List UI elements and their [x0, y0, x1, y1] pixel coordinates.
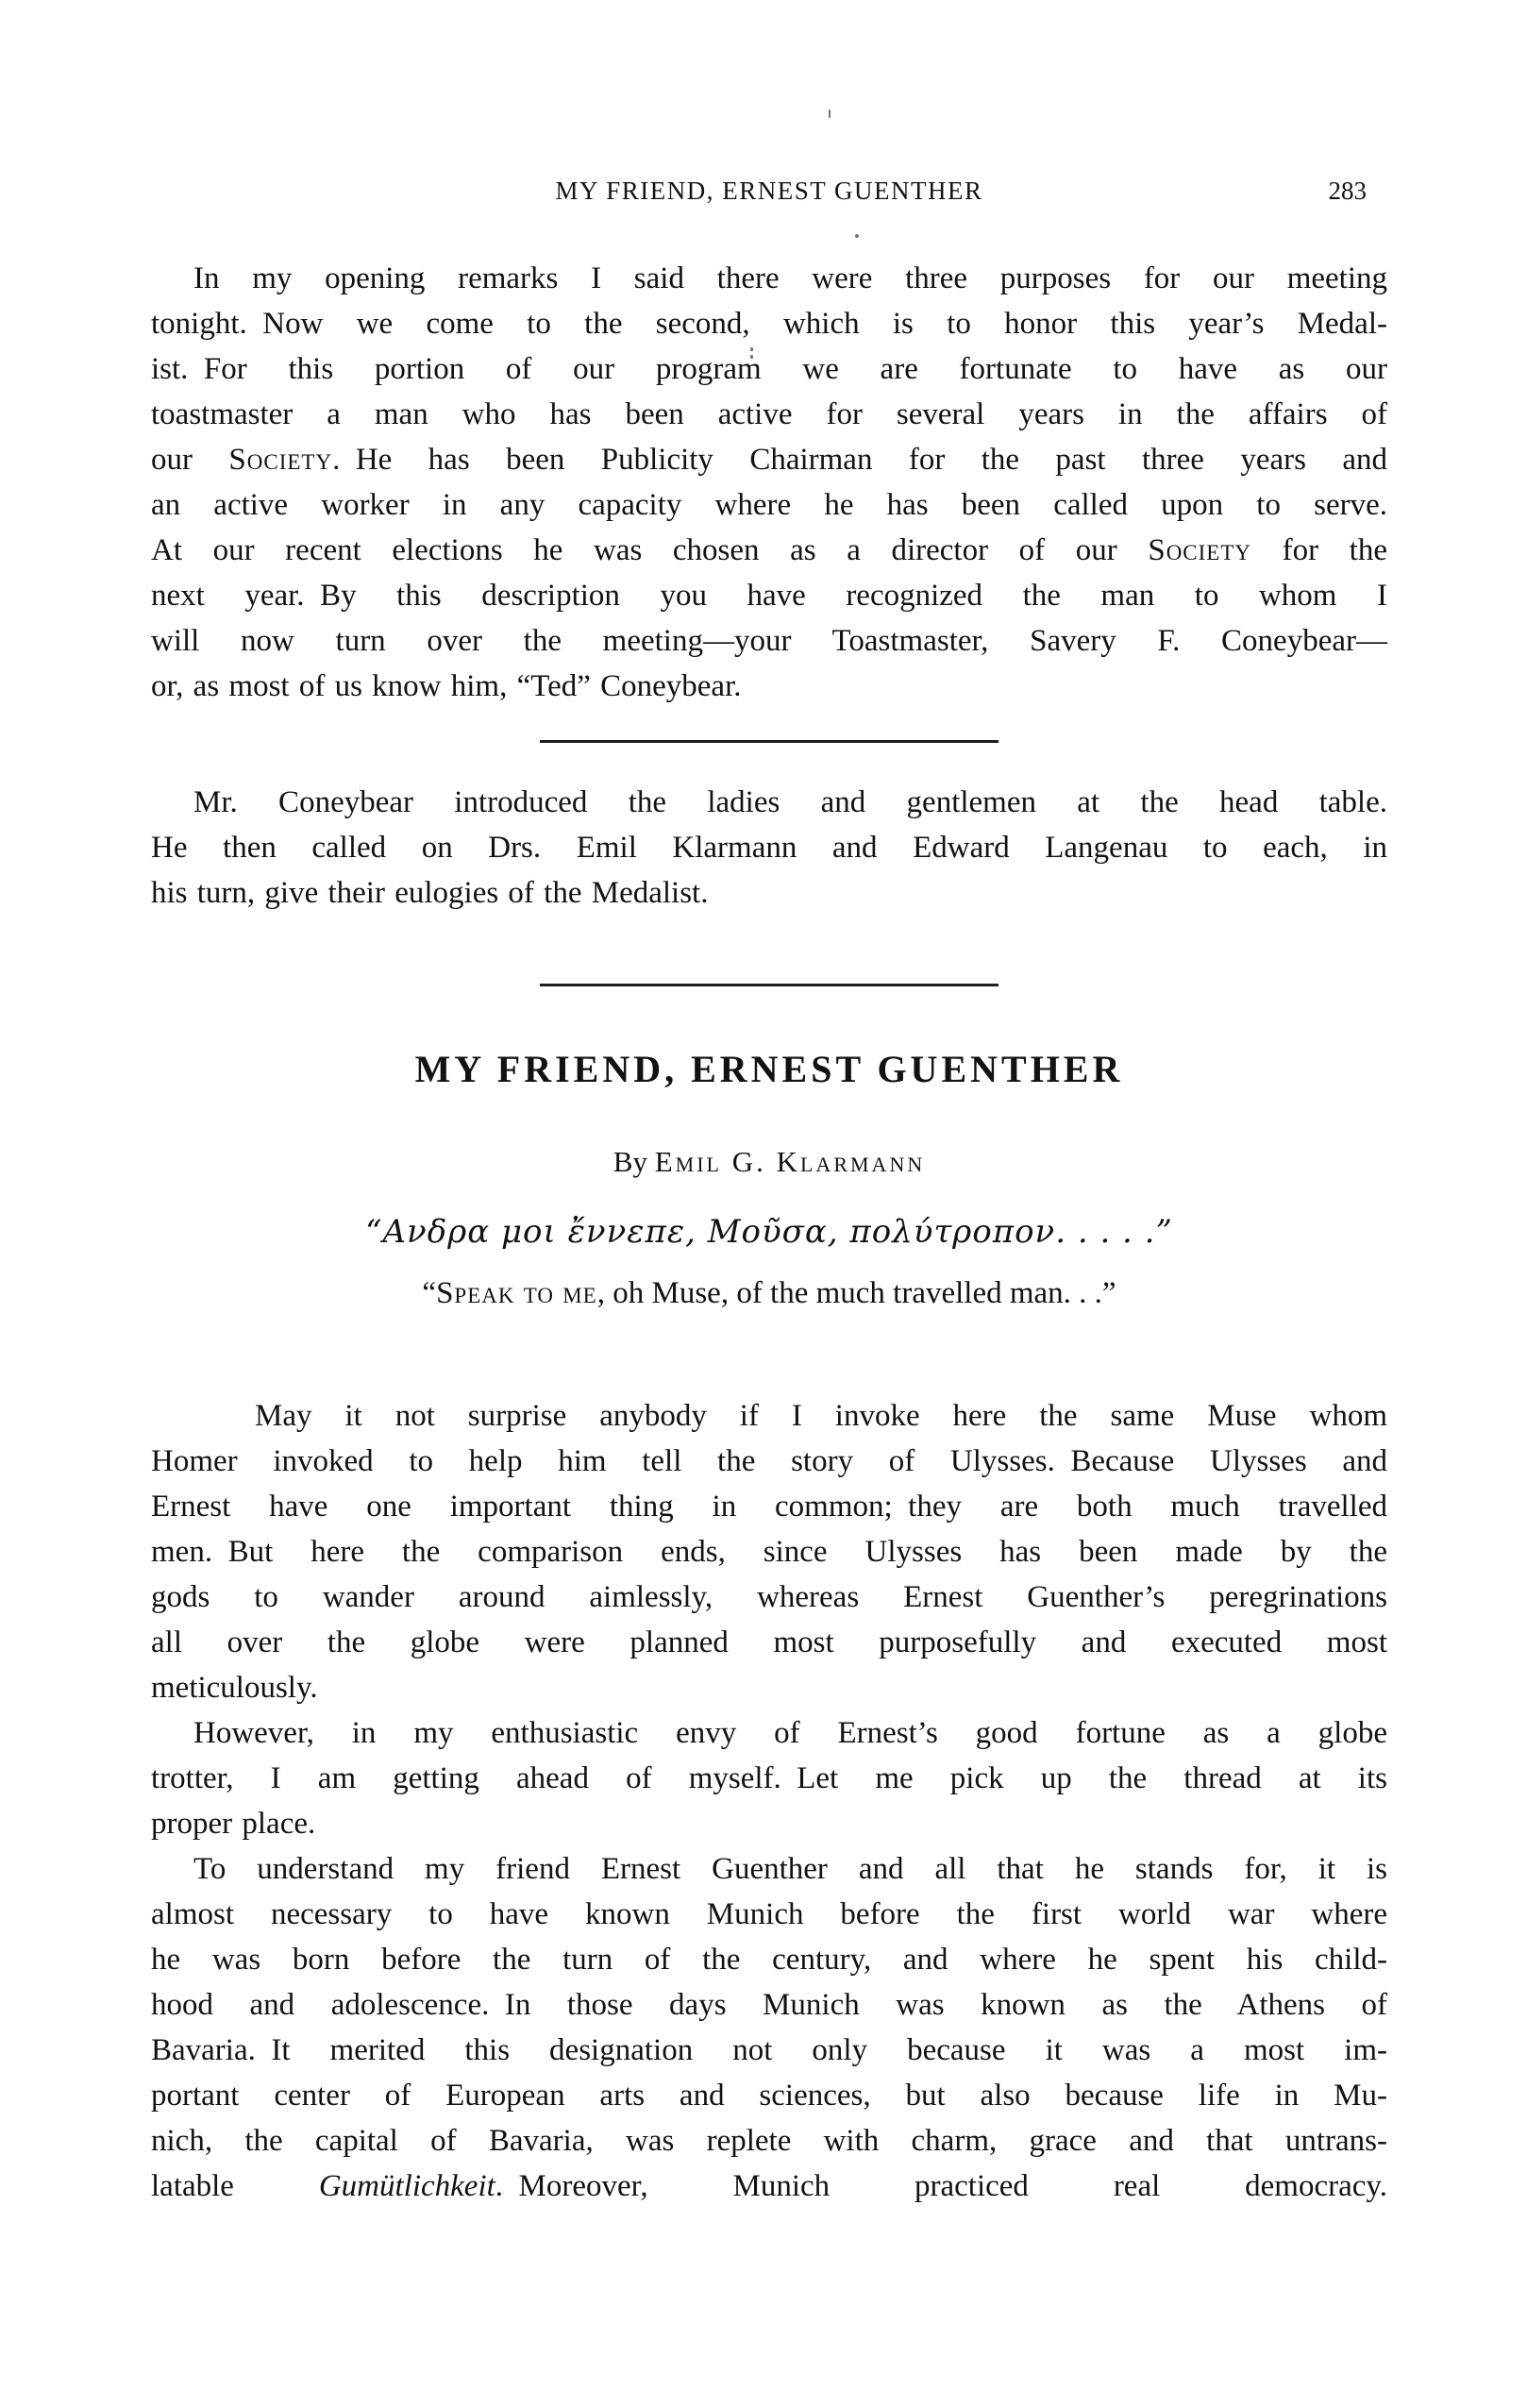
text-line: tonight. Now we come to the second, which is to honor this year’s Medal-: [151, 307, 1387, 341]
article-byline: By Emil G. Klarmann: [612, 1145, 926, 1178]
scan-speck: [855, 234, 859, 238]
section-divider: [540, 984, 998, 986]
text-line: nich, the capital of Bavaria, was replete with charm, grace and that untrans-: [151, 2124, 1387, 2158]
text-line: our Society. He has been Publicity Chairman for the past three years and: [151, 443, 1387, 477]
text-line: proper place.: [151, 1807, 316, 1841]
article-title: MY FRIEND, ERNEST GUENTHER: [414, 1048, 1124, 1090]
intro-paragraph-2: [151, 780, 1387, 916]
running-header-title: MY FRIEND, ERNEST GUENTHER: [555, 177, 983, 205]
text-line: toastmaster a man who has been active for several years in the affairs of: [151, 397, 1387, 431]
text-line: his turn, give their eulogies of the Medalist.: [151, 876, 709, 910]
text-line: Ernest have one important thing in common; they are both much travelled: [151, 1490, 1387, 1524]
intro-paragraph-1: [151, 256, 1387, 709]
body-paragraph-3: [151, 1846, 1387, 2209]
greek-quote: “Ανδρα μοι ἔννεπε, Μοῦσα, πολύτροπον. . . . .”: [365, 1213, 1173, 1251]
text-line: or, as most of us know him, “Ted” Coneybear.: [151, 669, 742, 703]
text-line: next year. By this description you have recognized the man to whom I: [151, 579, 1387, 613]
running-header: [151, 175, 1387, 207]
section-divider: [540, 740, 998, 743]
text-line: latable Gumütlichkeit. Moreover, Munich practiced real democracy.: [151, 2169, 1388, 2203]
text-line: trotter, I am getting ahead of myself. Let me pick up the thread at its: [151, 1761, 1387, 1795]
quote-translation: “Speak to me, oh Muse, of the much travelled man. . .”: [422, 1276, 1116, 1310]
text-line: However, in my enthusiastic envy of Ernest’s good fortune as a globe: [193, 1716, 1387, 1750]
text-line: In my opening remarks I said there were three purposes for our meeting: [193, 261, 1387, 295]
text-line: To understand my friend Ernest Guenther and all that he stands for, it is: [193, 1852, 1387, 1886]
text-line: men. But here the comparison ends, since Ulysses has been made by the: [151, 1535, 1387, 1569]
text-line: almost necessary to have known Munich before the first world war where: [151, 1897, 1387, 1931]
text-line: portant center of European arts and sciences, but also because life in Mu-: [151, 2079, 1387, 2113]
text-line: At our recent elections he was chosen as a director of our Society for the: [151, 533, 1387, 567]
text-line: will now turn over the meeting—your Toastmaster, Savery F. Coneybear—: [151, 624, 1387, 658]
scan-speck: [829, 109, 831, 118]
text-line: He then called on Drs. Emil Klarmann and Edward Langenau to each, in: [151, 831, 1387, 865]
page-number: 283: [1328, 177, 1367, 205]
body-paragraph-1: [151, 1393, 1387, 1710]
text-line: meticulously.: [151, 1671, 318, 1705]
text-line: May it not surprise anybody if I invoke here the same Muse whom: [255, 1399, 1387, 1433]
text-line: Homer invoked to help him tell the story of Ulysses. Because Ulysses and: [151, 1444, 1387, 1478]
text-line: hood and adolescence. In those days Munich was known as the Athens of: [151, 1988, 1387, 2022]
text-line: ist. For this portion of our program we are fortunate to have as our: [151, 352, 1387, 386]
body-paragraph-2: [151, 1710, 1387, 1846]
text-line: Bavaria. It merited this designation not only because it was a most im-: [151, 2033, 1387, 2067]
text-line: all over the globe were planned most purposefully and executed most: [151, 1625, 1387, 1659]
text-line: he was born before the turn of the century, and where he spent his child-: [151, 1943, 1387, 1977]
text-line: an active worker in any capacity where he has been called upon to serve.: [151, 488, 1387, 522]
text-line: Mr. Coneybear introduced the ladies and gentlemen at the head table.: [193, 785, 1387, 819]
text-line: gods to wander around aimlessly, whereas Ernest Guenther’s peregrinations: [151, 1580, 1387, 1614]
